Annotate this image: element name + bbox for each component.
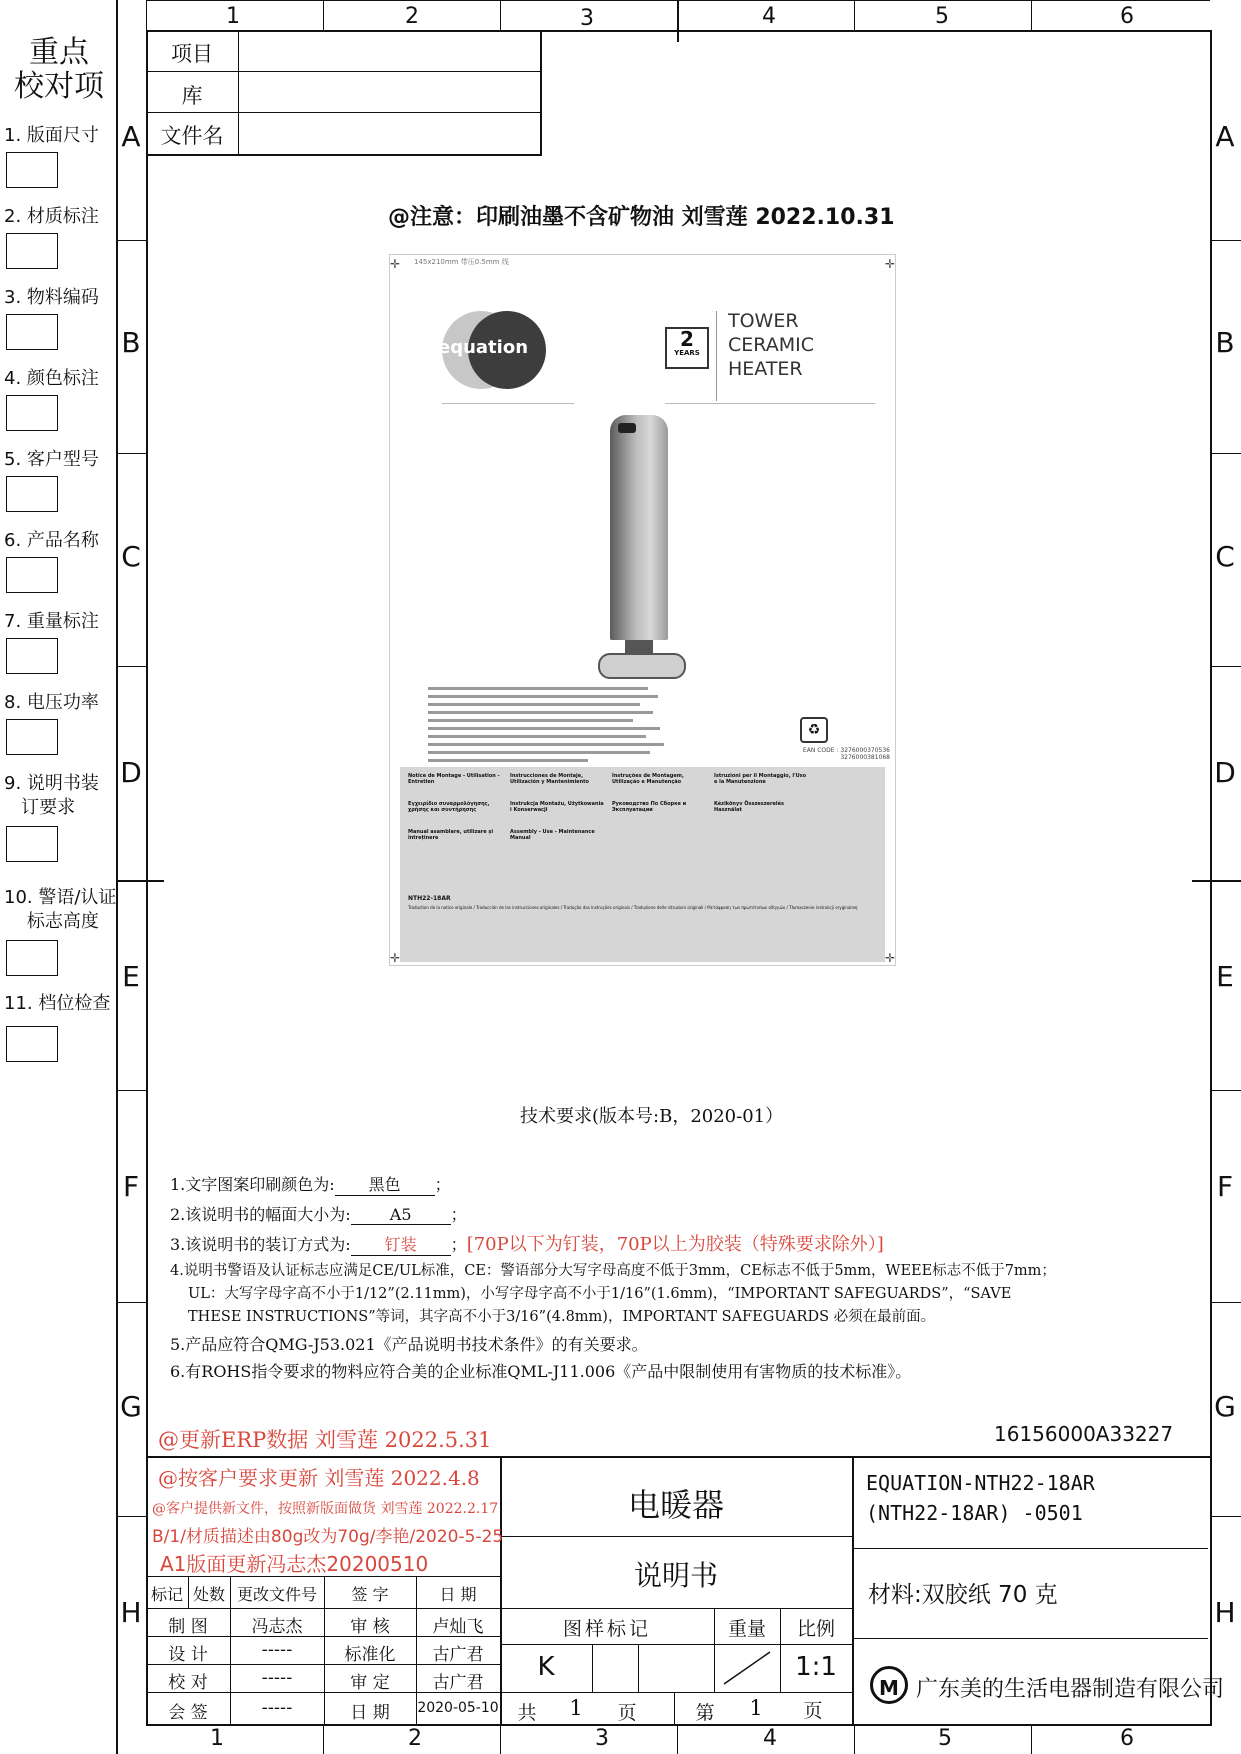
requirement-print-color: 1.文字图案印刷颜色为: 黑色 ； <box>170 1172 451 1196</box>
sidebar-item-voltage: 8. 电压功率 <box>4 692 99 713</box>
manual-entry: Assembly - Use - Maintenance Manual <box>510 829 595 841</box>
checkbox-layout-size[interactable] <box>6 152 58 188</box>
column-number: 2 <box>408 1726 422 1751</box>
translation-footer: Traduction de la notice originale / Traducción de las instrucciones originales / Tradução das instruções originais / Traduzione delle istruzioni originali / Μετάφραση των πρωτότυπων οδηγιών / Tłumaczenie instrukcji oryginalnej <box>408 905 858 910</box>
header-count: 处数 <box>192 1585 225 1604</box>
sidebar-item-gear-check: 11. 档位检查 <box>4 993 111 1014</box>
requirement-format-size: 2.该说明书的幅面大小为: A5 ； <box>170 1205 467 1224</box>
filename-label: 文件名 <box>160 124 224 148</box>
requirement-warning-standard: 4.说明书警语及认证标志应满足CE/UL标准，CE：警语部分大写字母高度不低于3mm，CE标志不低于5mm，WEEE标志不低于7mm； UL：大写字母字高不小于1/12”(2.11mm)，小写字母字高不小于1/16”(1.6mm)，“IMPORTANT SAFEGUARDS”，“SAVE THESE INSTRUCTIONS”等词，其字高不小于3/16”(4.8mm)，IMPORTANT SAFEGUARDS 必须在最前面。 <box>170 1263 1056 1325</box>
requirement-qmg: 5.产品应符合QMG-J53.021《产品说明书技术条件》的有关要求。 <box>170 1335 648 1354</box>
warning-lines <box>428 685 678 765</box>
model-code: NTH22-18AR <box>408 895 451 902</box>
scale-value: 1:1 <box>795 1652 837 1682</box>
sidebar-item-weight: 7. 重量标注 <box>4 611 99 632</box>
material-spec: 材料:双胶纸 70 克 <box>868 1582 1058 1608</box>
row-letter: D <box>120 756 142 789</box>
revision-customer-update: @按客户要求更新 刘雪莲 2022.4.8 <box>158 1466 480 1490</box>
checkbox-warning-height[interactable] <box>6 940 58 976</box>
sidebar-title: 重点 校对项 <box>14 35 104 104</box>
crop-mark-icon: ✛ <box>884 257 895 271</box>
crop-mark-icon: ✛ <box>884 951 895 965</box>
checkbox-binding[interactable] <box>6 826 58 862</box>
column-number: 6 <box>1120 4 1134 29</box>
row-letter: H <box>120 1596 142 1629</box>
checkbox-weight[interactable] <box>6 638 58 674</box>
tech-requirements-title: 技术要求(版本号:B，2020-01） <box>520 1106 784 1127</box>
checkbox-material[interactable] <box>6 233 58 269</box>
header-mark: 标记 <box>150 1585 183 1604</box>
checkbox-color[interactable] <box>6 395 58 431</box>
sidebar-item-material: 2. 材质标注 <box>4 206 99 227</box>
manual-entry: Εγχειρίδιο συναρμολόγησης, χρήσης και συντήρησης <box>408 801 490 813</box>
product-name: 电暖器 <box>627 1486 724 1524</box>
manual-entry: Instruções de Montagem, Utilização e Manutenção <box>612 773 684 785</box>
countersign-label: 会 签 <box>168 1703 208 1723</box>
row-letter: E <box>122 960 140 993</box>
sidebar-item-binding: 9. 说明书装 订要求 <box>4 773 99 818</box>
project-info-table <box>146 30 542 156</box>
sidebar-item-warning-height: 10. 警语/认证 标志高度 <box>4 887 117 932</box>
sample-mark-value: K <box>537 1652 555 1682</box>
review-label: 审 核 <box>350 1617 390 1637</box>
row-letter: B <box>121 326 141 359</box>
ean-code: EAN CODE : 3276000370536 3276000381068 <box>802 747 890 761</box>
revision-material: B/1/材质描述由80g改为70g/李艳/2020-5-25 <box>152 1527 504 1547</box>
header-change-doc: 更改文件号 <box>236 1585 317 1604</box>
row-letter: E <box>1216 960 1234 993</box>
doc-type: 说明书 <box>633 1559 718 1592</box>
revision-customer-file: @客户提供新文件，按照新版面做货 刘雪莲 2022.2.17 <box>152 1501 499 1517</box>
column-number: 1 <box>210 1726 224 1751</box>
approve-name: 古广君 <box>432 1673 484 1693</box>
crop-mark-icon: ✛ <box>390 257 401 271</box>
row-letter: D <box>1214 756 1236 789</box>
check-name: ----- <box>261 1668 293 1688</box>
date-label: 日 期 <box>350 1703 390 1723</box>
header-sign: 签 字 <box>351 1585 389 1604</box>
current-page: 1 <box>749 1696 763 1720</box>
manual-entry: Instrucciones de Montaje, Utilización y Mantenimiento <box>510 773 589 785</box>
manual-entry: Instrukcja Montażu, Użytkowania i Konserwacji <box>510 801 604 813</box>
row-letter: B <box>1215 326 1235 359</box>
library-label: 库 <box>181 84 203 108</box>
column-number: 4 <box>762 4 776 29</box>
draw-label: 制 图 <box>168 1617 208 1637</box>
row-letter: C <box>121 540 141 573</box>
row-letter: C <box>1215 540 1235 573</box>
date-value: 2020-05-10 <box>417 1700 499 1716</box>
scale-label: 比例 <box>796 1618 835 1640</box>
manual-entry: Istruzioni per il Montaggio, l'Uso e la Manutenzione <box>714 773 807 785</box>
total-pages: 1 <box>569 1696 583 1720</box>
sidebar-item-customer-model: 5. 客户型号 <box>4 449 99 470</box>
row-letter: G <box>120 1390 142 1423</box>
ink-notice: @注意：印刷油墨不含矿物油 刘雪莲 2022.10.31 <box>388 205 895 230</box>
product-title: TOWER CERAMIC HEATER <box>728 310 814 380</box>
checkbox-material-code[interactable] <box>6 314 58 350</box>
row-letter: A <box>121 120 141 153</box>
manual-languages-band <box>400 767 885 962</box>
sidebar-item-product-name: 6. 产品名称 <box>4 530 99 551</box>
company-name: 广东美的生活电器制造有限公司 <box>916 1677 1225 1702</box>
standard-name: 古广君 <box>432 1645 484 1665</box>
standard-label: 标准化 <box>344 1645 396 1665</box>
approve-label: 审 定 <box>350 1673 390 1693</box>
column-number: 6 <box>1120 1726 1134 1751</box>
project-label: 项目 <box>171 42 213 66</box>
column-number: 1 <box>226 4 240 29</box>
design-name: ----- <box>261 1640 293 1660</box>
row-letter: A <box>1215 120 1235 153</box>
column-number: 5 <box>935 4 949 29</box>
midea-logo-icon: M <box>870 1666 908 1704</box>
design-label: 设 计 <box>168 1645 208 1665</box>
check-label: 校 对 <box>168 1673 208 1693</box>
recycle-icon: ♻ <box>800 717 828 743</box>
part-number: 16156000A33227 <box>994 1422 1174 1446</box>
manual-entry: Руководство По Сборке и Эксплуатации <box>612 801 687 813</box>
column-number: 4 <box>763 1726 777 1751</box>
checkbox-product-name[interactable] <box>6 557 58 593</box>
checkbox-gear-check[interactable] <box>6 1026 58 1062</box>
current-label: 第 <box>695 1702 715 1724</box>
column-number: 3 <box>580 6 594 31</box>
brand-name: equation <box>438 337 529 358</box>
manual-cover-preview <box>390 255 895 965</box>
requirement-binding: 3.该说明书的装订方式为: 钉装 ；[70P以下为钉装，70P以上为胶装（特殊要求除外）] <box>170 1234 884 1255</box>
row-letter: G <box>1214 1390 1236 1423</box>
row-letter: H <box>1214 1596 1236 1629</box>
sidebar-item-material-code: 3. 物料编码 <box>4 287 99 308</box>
column-number: 5 <box>938 1726 952 1751</box>
row-letter: F <box>1216 1170 1234 1203</box>
revision-layout: A1版面更新冯志杰20200510 <box>160 1552 429 1576</box>
sidebar-item-color: 4. 颜色标注 <box>4 368 99 389</box>
page-unit: 页 <box>617 1702 637 1724</box>
sidebar-item-layout-size: 1. 版面尺寸 <box>4 125 99 146</box>
review-name: 卢灿飞 <box>432 1617 484 1637</box>
checkbox-voltage[interactable] <box>6 719 58 755</box>
manual-entry: Notice de Montage - Utilisation - Entretien <box>408 773 500 785</box>
weight-empty-slash <box>714 1644 780 1692</box>
page-unit-2: 页 <box>803 1700 823 1722</box>
manual-entry: Manual asamblare, utilizare și întreținere <box>408 829 494 841</box>
requirement-rohs: 6.有ROHS指令要求的物料应符合美的企业标准QML-J11.006《产品中限制使用有害物质的技术标准》。 <box>170 1362 912 1381</box>
column-number: 3 <box>595 1726 609 1751</box>
model-number: EQUATION-NTH22-18AR (NTH22-18AR) -0501 <box>866 1471 1095 1525</box>
title-block <box>146 1456 1225 1726</box>
warranty-badge: 2 YEARS <box>665 327 709 369</box>
weight-label: 重量 <box>727 1618 766 1640</box>
countersign-name: ----- <box>261 1698 293 1718</box>
revision-erp: @更新ERP数据 刘雪莲 2022.5.31 <box>158 1428 492 1452</box>
draw-name: 冯志杰 <box>251 1617 303 1637</box>
checkbox-customer-model[interactable] <box>6 476 58 512</box>
column-number: 2 <box>405 4 419 29</box>
crop-mark-icon: ✛ <box>390 951 401 965</box>
total-label: 共 <box>517 1702 537 1724</box>
row-letter: F <box>122 1170 140 1203</box>
header-date: 日 期 <box>439 1585 477 1604</box>
sample-mark-label: 图样标记 <box>562 1618 651 1640</box>
size-note: 145x210mm 带压0.5mm 线 <box>414 258 509 266</box>
tower-heater-image <box>610 415 668 640</box>
manual-entry: Kézikönyv Összeszerelés Használat <box>714 801 784 813</box>
